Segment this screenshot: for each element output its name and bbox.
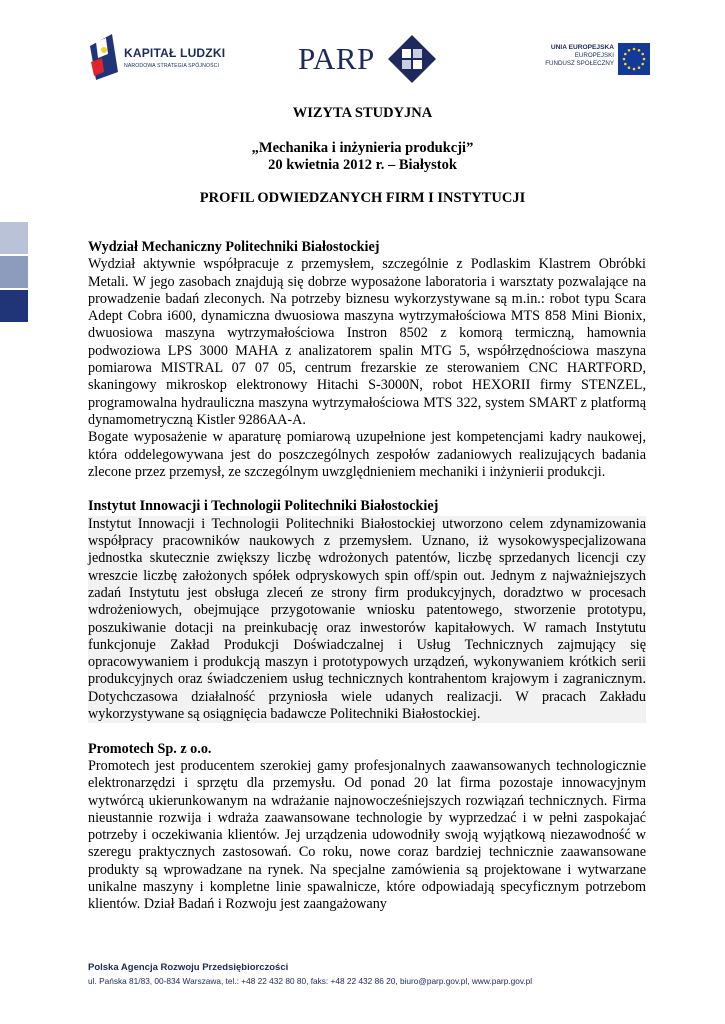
section-title: Promotech Sp. z o.o. — [88, 740, 212, 757]
eu-line2: EUROPEJSKI — [574, 52, 614, 59]
side-decoration-light — [0, 222, 28, 254]
kapital-ludzki-title: KAPITAŁ LUDZKI — [124, 46, 226, 60]
document-subtitle: „Mechanika i inżynieria produkcji” — [251, 140, 474, 156]
document-body — [88, 239, 646, 914]
eu-logo — [520, 43, 650, 77]
footer-organization: Polska Agencja Rozwoju Przedsiębiorczości — [88, 962, 289, 973]
kapital-ludzki-emblem-icon — [88, 32, 120, 82]
section-instytut-innowacji — [88, 498, 646, 723]
side-decoration-dark — [0, 290, 28, 322]
section-title: Instytut Innowacji i Technologii Politechniki Białostockiej — [88, 498, 439, 515]
section-promotech — [88, 741, 646, 914]
parp-logo — [298, 35, 438, 85]
document-section-heading: PROFIL ODWIEDZANYCH FIRM I INSTYTUCJI — [199, 190, 526, 206]
parp-diamond-icon — [388, 35, 436, 83]
eu-flag-icon — [618, 43, 650, 75]
document-date-place: 20 kwietnia 2012 r. – Białystok — [268, 157, 457, 173]
section-wydzial-mechaniczny — [88, 239, 646, 481]
section-title: Wydział Mechaniczny Politechniki Białostockiej — [88, 239, 380, 255]
eu-line1: UNIA EUROPEJSKA — [550, 44, 614, 51]
side-decoration-mid — [0, 256, 28, 288]
eu-line3: FUNDUSZ SPOŁECZNY — [545, 60, 614, 67]
section-paragraph: Instytut Innowacji i Technologii Politechniki Białostockiej utworzono celem zdynamizowania współpracy pracowników naukowych z przemysłem. Uznano, iż wysokowyspecjalizowana jednostka skutecznie zwiększy liczbę wdrożonych patentów, liczbę sprzedanych licencji czy wreszcie liczbę założonych spółek odpryskowych spin off/spin out. Jednym z najważniejszych zadań Instytutu jest obsługa zleceń ze strony firm produkcyjnych, doradztwo w procesach wdrożeniowych, obejmujące przygotowanie wniosku patentowego, stworzenie prototypu, poszukiwanie dotacji na preinkubację oraz inwestorów kapitałowych. W ramach Instytutu funkcjonuje Zakład Produkcji Doświadczalnej i Usług Technicznych zajmujący się opracowywaniem i produkcją maszyn i prototypowych urządzeń, wykonywaniem krótkich serii produkcyjnych oraz świadczeniem usług technicznych kontrahentom krajowym i zagranicznym. Dotychczasowa działalność przyniosła wiele udanych realizacji. W pracach Zakładu wykorzystywane są osiągnięcia badawcze Politechniki Białostockiej. — [88, 515, 646, 723]
page-footer — [88, 962, 532, 986]
eu-logo-text — [545, 44, 614, 68]
section-paragraph: Promotech jest producentem szerokiej gamy profesjonalnych zaawansowanych technologicznie elektronarzędzi i sprzętu dla przemysłu. Od ponad 20 lat firma pozostaje innowacyjnym wytwórcą ukierunkowanym na wdrażanie najnowocześniejszych rozwiązań technicznych. Firma nieustannie rozwija i wdraża zaawansowane technologie by wyprzedzać i w pełni zaspokajać potrzeby i oczekiwania klientów. Jej urządzenia udowodniły swoją wyjątkową niezawodność w szeregu praktycznych zastosowań. Co roku, nowe coraz bardziej technicznie zaawansowane produkty są wprowadzane na rynek. Na specjalne zamówienia są projektowane i wytwarzane unikalne maszyny i kompletne linie spawalnicze, które odpowiadają specyficznym potrzebom klientów. Dział Badań i Rozwoju jest zaangażowany — [88, 757, 646, 913]
parp-logo-text: PARP — [298, 41, 375, 76]
kapital-ludzki-logo — [88, 32, 248, 82]
footer-address: ul. Pańska 81/83, 00-834 Warszawa, tel.: +48 22 432 80 80, faks: +48 22 432 86 20, biuro@parp.gov.pl, www.parp.gov.pl — [88, 976, 533, 986]
kapital-ludzki-subtitle: NARODOWA STRATEGIA SPÓJNOŚCI — [124, 63, 220, 69]
section-paragraph: Bogate wyposażenie w aparaturę pomiarową uzupełnione jest kompetencjami kadry naukowej, która oddelegowywana jest do poszczególnych zespołów zadaniowych realizujących badania zlecone przez przemysł, ze szczególnym uwzględnieniem mechaniki i inżynierii produkcji. — [88, 429, 646, 480]
document-title: WIZYTA STUDYJNA — [292, 105, 433, 121]
section-paragraph: Wydział aktywnie współpracuje z przemysłem, szczególnie z Podlaskim Klastrem Obróbki Metali. W jego zasobach znajdują się dobrze wyposażone laboratoria i warsztaty pozwalające na prowadzenie badań zleconych. Na potrzeby biznesu wykorzystywane są m.in.: robot typu Scara Adept Cobra i600, dynamiczna dwuosiowa maszyna wytrzymałościowa MTS 858 Mini Bionix, dwuosiowa maszyna wytrzymałościowa Instron 8502 z komorą termiczną, hamownia podwoziowa LPS 3000 MAHA z analizatorem spalin MTG 5, współrzędnościowa maszyna pomiarowa MISTRAL 07 07 05, centrum frezarskie ze sterowaniem CNC HARTFORD, skaningowy mikroskop elektronowy Hitachi S-3000N, robot HEXORII firmy STENZEL, programowalna hydrauliczna maszyna wytrzymałościowa MTS 322, system SMART z platformą dynamometryczną Kistler 9286AA-A. — [88, 256, 646, 428]
